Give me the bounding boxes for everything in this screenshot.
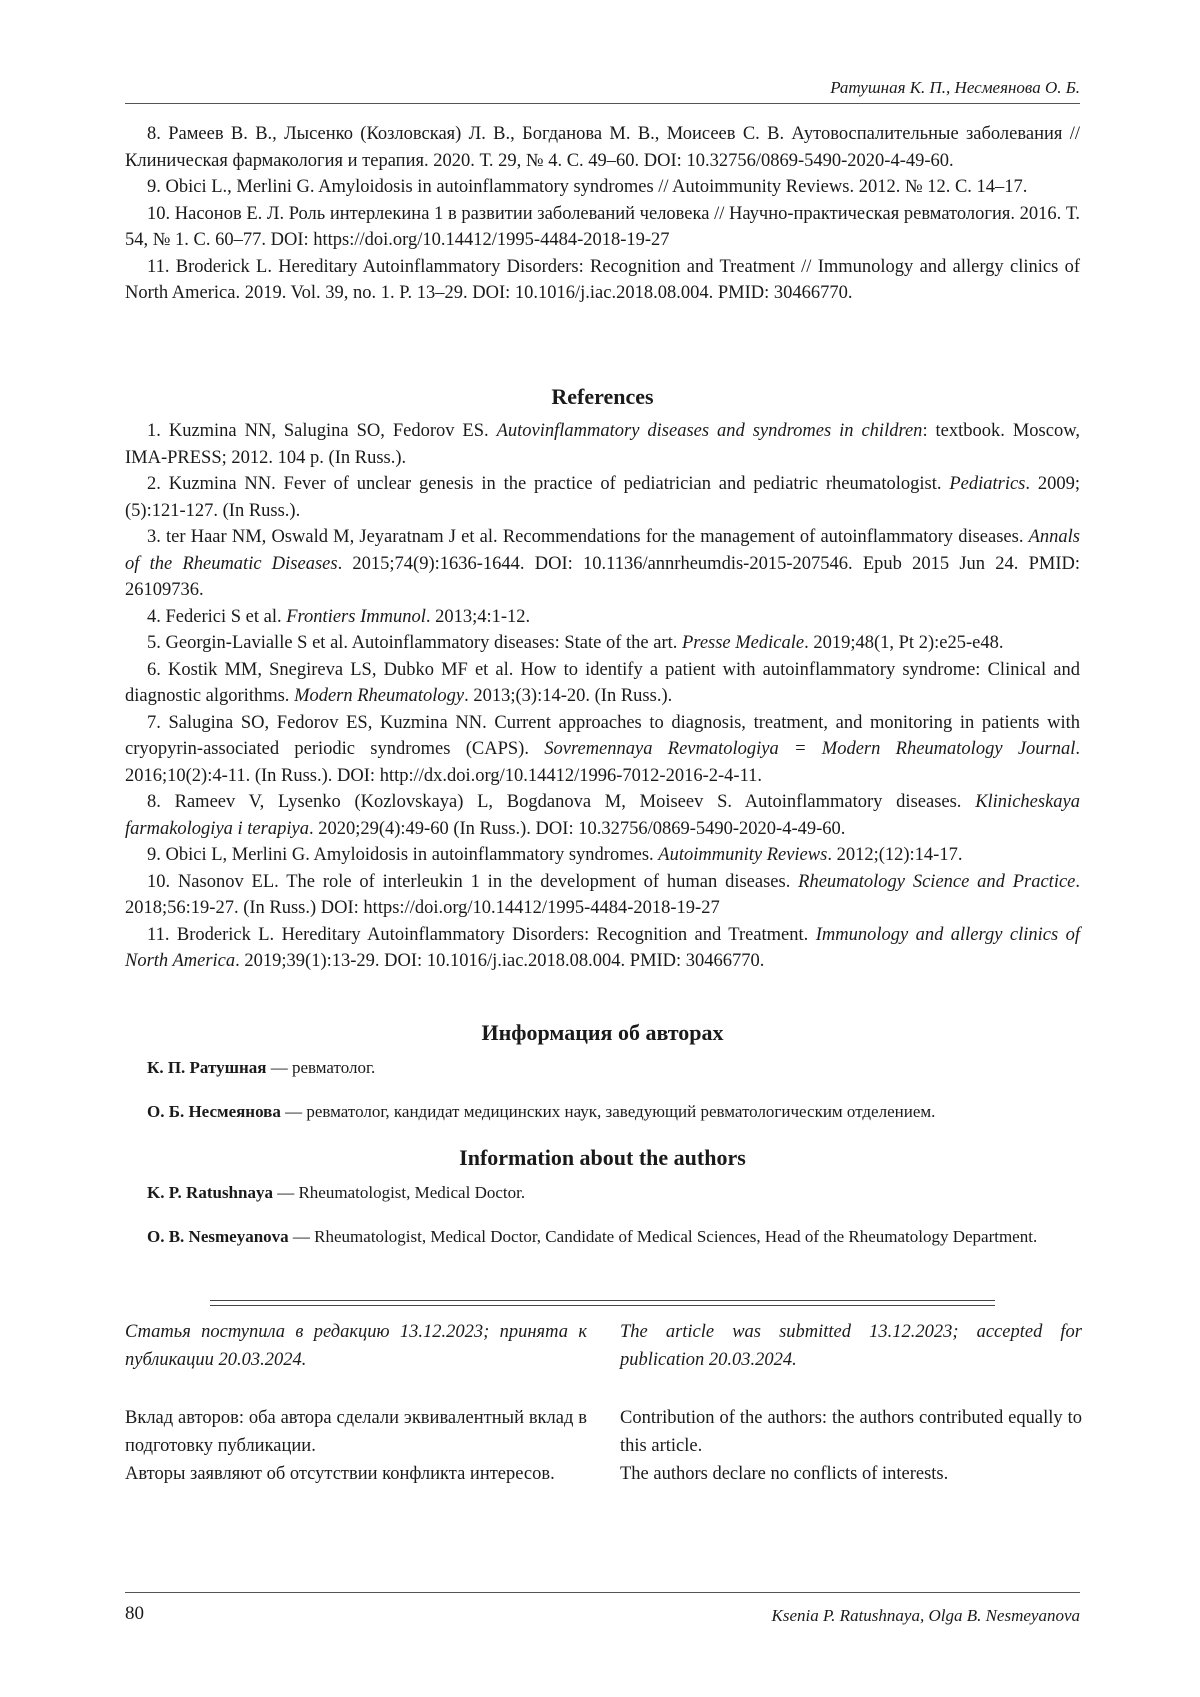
author-en-1-name: K. P. Ratushnaya bbox=[147, 1183, 273, 1202]
declarations-ru bbox=[125, 1404, 587, 1488]
author-en-2-desc: — Rheumatologist, Medical Doctor, Candidate of Medical Sciences, Head of the Rheumatology Department. bbox=[288, 1227, 1038, 1246]
reference-2: 2. Kuzmina NN. Fever of unclear genesis in the practice of pediatrician and pediatric rheumatologist. Pediatrics. 2009;(5):121-127. (In Russ.). bbox=[125, 474, 1080, 521]
references-heading: References bbox=[551, 384, 654, 409]
reference-7: 7. Salugina SO, Fedorov ES, Kuzmina NN. Current approaches to diagnosis, treatment, and monitoring in patients with cryopyrin-associated periodic syndromes (CAPS). Sovremennaya Revmatologiya = Modern Rheumatology Journal. 2016;10(2):4-11. (In Russ.). DOI: http://dx.doi.org/10.14412/1996-7012-2016-2-4-11. bbox=[125, 712, 1080, 786]
dates-en: The article was submitted 13.12.2023; accepted for publication 20.03.2024. bbox=[620, 1322, 1082, 1370]
author-ru-1-desc: — ревматолог. bbox=[266, 1058, 376, 1077]
reference-6: 6. Kostik MM, Snegireva LS, Dubko MF et al. How to identify a patient with autoinflammatory syndrome: Clinical and diagnostic algorithms. Modern Rheumatology. 2013;(3):14-20. (In Russ.). bbox=[125, 659, 1080, 706]
contribution-en: Contribution of the authors: the authors contributed equally to this article. bbox=[620, 1408, 1082, 1456]
ru-reference-8: 8. Рамеев В. В., Лысенко (Козловская) Л. В., Богданова М. В., Моисеев С. В. Аутовоспалительные заболевания // Клиническая фармакология и терапия. 2020. Т. 29, № 4. С. 49–60. DOI: 10.32756/0869-5490-2020-4-49-60. bbox=[125, 124, 1080, 171]
reference-4: 4. Federici S et al. Frontiers Immunol. 2013;4:1-12. bbox=[147, 606, 531, 627]
reference-11: 11. Broderick L. Hereditary Autoinflammatory Disorders: Recognition and Treatment. Immunology and allergy clinics of North America. 2019;39(1):13-29. DOI: 10.1016/j.iac.2018.08.004. PMID: 30466770. bbox=[125, 924, 1080, 971]
author-ru-1-name: К. П. Ратушная bbox=[147, 1058, 267, 1077]
authors-info-ru-heading: Информация об авторах bbox=[481, 1020, 724, 1045]
author-en-2-name: O. B. Nesmeyanova bbox=[147, 1227, 289, 1246]
reference-3: 3. ter Haar NM, Oswald M, Jeyaratnam J et al. Recommendations for the management of autoinflammatory diseases. Annals of the Rheumatic Diseases. 2015;74(9):1636-1644. DOI: 10.1136/annrheumdis-2015-207546. Epub 2015 Jun 24. PMID: 26109736. bbox=[125, 527, 1081, 600]
footer-rule bbox=[125, 1592, 1080, 1593]
reference-8: 8. Rameev V, Lysenko (Kozlovskaya) L, Bogdanova M, Moiseev S. Autoinflammatory diseases. Klinicheskaya farmakologiya i terapiya. 2020;29(4):49-60 (In Russ.). DOI: 10.32756/0869-5490-2020-4-49-60. bbox=[125, 792, 1080, 839]
header-rule bbox=[125, 103, 1080, 104]
ru-reference-11: 11. Broderick L. Hereditary Autoinflammatory Disorders: Recognition and Treatment // Immunology and allergy clinics of North America. 2019. Vol. 39, no. 1. P. 13–29. DOI: 10.1016/j.iac.2018.08.004. PMID: 30466770. bbox=[125, 256, 1080, 303]
russian-reference-list bbox=[125, 121, 1080, 307]
conflict-en: The authors declare no conflicts of interests. bbox=[620, 1464, 949, 1484]
conflict-ru: Авторы заявляют об отсутствии конфликта интересов. bbox=[125, 1464, 555, 1484]
ru-reference-9: 9. Obici L., Merlini G. Amyloidosis in autoinflammatory syndromes // Autoimmunity Reviews. 2012. № 12. С. 14–17. bbox=[147, 177, 1028, 197]
double-divider bbox=[210, 1300, 995, 1306]
author-ru-2 bbox=[125, 1098, 1080, 1125]
reference-1: 1. Kuzmina NN, Salugina SO, Fedorov ES. Autovinflammatory diseases and syndromes in children: textbook. Moscow, IMA-PRESS; 2012. 104 p. (In Russ.). bbox=[125, 421, 1080, 468]
reference-5: 5. Georgin-Lavialle S et al. Autoinflammatory diseases: State of the art. Presse Medicale. 2019;48(1, Pt 2):e25-e48. bbox=[147, 633, 1004, 653]
author-ru-2-name: О. Б. Несмеянова bbox=[147, 1102, 281, 1121]
author-en-2 bbox=[125, 1223, 1080, 1250]
dates-ru: Статья поступила в редакцию 13.12.2023; принята к публикации 20.03.2024. bbox=[125, 1322, 587, 1370]
footer-authors: Ksenia P. Ratushnaya, Olga B. Nesmeyanova bbox=[771, 1606, 1080, 1625]
authors-info-en-heading: Information about the authors bbox=[459, 1145, 746, 1170]
author-ru-1 bbox=[125, 1054, 1080, 1081]
author-en-1 bbox=[125, 1179, 1080, 1206]
reference-9: 9. Obici L, Merlini G. Amyloidosis in autoinflammatory syndromes. Autoimmunity Reviews. 2012;(12):14-17. bbox=[147, 845, 963, 865]
page-number: 80 bbox=[125, 1603, 144, 1624]
contribution-ru: Вклад авторов: оба автора сделали эквивалентный вклад в подготовку публикации. bbox=[125, 1408, 587, 1456]
article-dates-ru bbox=[125, 1318, 587, 1374]
declarations-en bbox=[620, 1404, 1082, 1488]
article-dates-en bbox=[620, 1318, 1082, 1374]
ru-reference-10: 10. Насонов Е. Л. Роль интерлекина 1 в развитии заболеваний человека // Научно-практическая ревматология. 2016. Т. 54, № 1. С. 60–77. DOI: https://doi.org/10.14412/1995-4484-2018-19-27 bbox=[125, 203, 1080, 250]
author-ru-2-desc: — ревматолог, кандидат медицинских наук, заведующий ревматологическим отделением. bbox=[280, 1102, 936, 1121]
author-en-1-desc: — Rheumatologist, Medical Doctor. bbox=[272, 1183, 526, 1202]
running-head: Ратушная К. П., Несмеянова О. Б. bbox=[830, 78, 1080, 97]
references-list bbox=[125, 418, 1080, 975]
reference-10: 10. Nasonov EL. The role of interleukin 1 in the development of human diseases. Rheumatology Science and Practice. 2018;56:19-27. (In Russ.) DOI: https://doi.org/10.14412/1995-4484-2018-19-27 bbox=[125, 871, 1081, 918]
